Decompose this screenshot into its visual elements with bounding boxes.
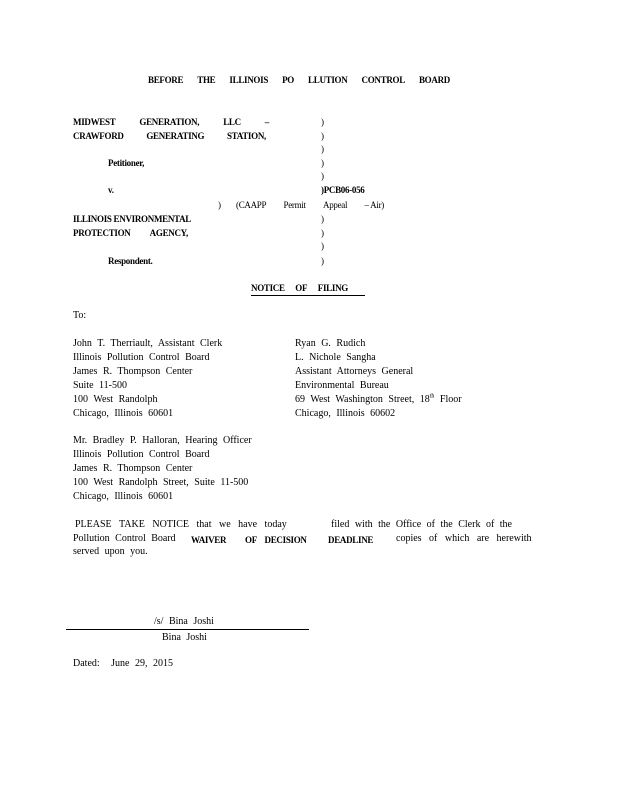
address-line: 100 West Randolph: [73, 394, 158, 405]
caption-word: GENERATION,: [139, 117, 200, 127]
respondent-role: Respondent.: [108, 256, 153, 266]
case-type-word: – Air): [364, 200, 384, 210]
document-title-word: OF DECISION: [245, 535, 307, 545]
notice-title: [251, 283, 348, 293]
case-type-paren: ): [218, 200, 221, 210]
notice-body-line-2: [73, 532, 532, 546]
caption-word: LLC: [223, 117, 241, 127]
versus-label: v.: [108, 185, 114, 195]
address-line: John T. Therriault, Assistant Clerk: [73, 338, 223, 349]
body-text: PLEASE TAKE NOTICE that we have today: [75, 519, 287, 530]
caption-paren: ): [321, 158, 324, 168]
document-title-word: DEADLINE: [328, 535, 374, 545]
caption-word: ENVIRONMENTAL: [113, 214, 191, 224]
address-line: Environmental Bureau: [295, 380, 389, 391]
addressee-attorneys: [295, 337, 462, 421]
notice-title-word: FILING: [317, 283, 348, 293]
address-line: Illinois Pollution Control Board: [73, 352, 210, 363]
petitioner-line-1: [73, 117, 269, 127]
case-type-word: Appeal: [323, 200, 348, 210]
case-type-word: (CAAPP: [236, 200, 267, 210]
caption-paren: ): [321, 228, 324, 238]
document-title-word: WAIVER: [191, 535, 227, 545]
caption-paren: ): [321, 131, 324, 141]
case-type: [236, 200, 384, 210]
dated-value: June 29, 2015: [111, 658, 173, 669]
heading-word: THE: [197, 75, 216, 85]
signature-line: [66, 629, 309, 630]
caption-paren: ): [321, 171, 324, 181]
court-heading: [148, 75, 450, 85]
respondent-line-1: [73, 214, 191, 224]
dated-label: Dated:: [73, 658, 100, 669]
case-number: )PCB06-056: [321, 185, 365, 195]
address-line: James R. Thompson Center: [73, 366, 193, 377]
address-line: 100 West Randolph Street, Suite 11-500: [73, 477, 249, 488]
petitioner-line-2: [73, 131, 266, 141]
signer-name: Bina Joshi: [162, 632, 207, 643]
address-line: Assistant Attorneys General: [295, 366, 414, 377]
heading-word: CONTROL: [361, 75, 405, 85]
caption-paren: ): [321, 214, 324, 224]
ordinal-suffix: th: [429, 393, 435, 400]
notice-body-line-1: [75, 518, 521, 532]
address-line: Chicago, Illinois 60602: [295, 408, 396, 419]
caption-paren: ): [321, 117, 324, 127]
body-text: filed with the Office of the Clerk of the: [331, 519, 512, 530]
address-line: Suite 11-500: [73, 380, 128, 391]
addressee-hearing-officer: [73, 434, 252, 504]
caption-word: MIDWEST: [73, 117, 116, 127]
case-type-word: Permit: [283, 200, 306, 210]
caption-word: CRAWFORD: [73, 131, 124, 141]
body-text: copies of which are herewith: [396, 533, 532, 544]
heading-word: LLUTION: [308, 75, 348, 85]
notice-body-line-3: served upon you.: [73, 546, 148, 557]
notice-title-underline: [251, 295, 365, 296]
address-line: Illinois Pollution Control Board: [73, 449, 210, 460]
dated-line: [73, 657, 173, 671]
caption-word: AGENCY,: [149, 228, 188, 238]
notice-title-word: NOTICE: [251, 283, 285, 293]
respondent-line-2: [73, 228, 188, 238]
address-line: Chicago, Illinois 60601: [73, 491, 174, 502]
caption-paren: ): [321, 241, 324, 251]
caption-paren: ): [321, 144, 324, 154]
addressee-clerk: [73, 337, 222, 421]
address-street-end: Floor: [434, 394, 462, 405]
address-line: [295, 393, 462, 407]
address-line: Chicago, Illinois 60601: [73, 408, 174, 419]
caption-word: ILLINOIS: [73, 214, 112, 224]
body-text: Pollution Control Board: [73, 533, 176, 544]
notice-title-word: OF: [295, 283, 308, 293]
address-line: Ryan G. Rudich: [295, 338, 366, 349]
caption-word: PROTECTION: [73, 228, 131, 238]
heading-word: BEFORE: [148, 75, 184, 85]
heading-word: ILLINOIS: [229, 75, 269, 85]
address-street: 69 West Washington Street, 18: [295, 394, 430, 405]
address-line: Mr. Bradley P. Halloran, Hearing Officer: [73, 435, 252, 446]
caption-word: –: [264, 117, 269, 127]
heading-word: PO: [282, 75, 294, 85]
address-line: James R. Thompson Center: [73, 463, 193, 474]
caption-word: GENERATING: [146, 131, 205, 141]
caption-word: STATION,: [226, 131, 266, 141]
address-line: L. Nichole Sangha: [295, 352, 376, 363]
caption-paren: ): [321, 256, 324, 266]
electronic-signature: /s/ Bina Joshi: [154, 616, 214, 627]
to-label: To:: [73, 310, 87, 321]
petitioner-role: Petitioner,: [108, 158, 145, 168]
heading-word: BOARD: [418, 75, 450, 85]
